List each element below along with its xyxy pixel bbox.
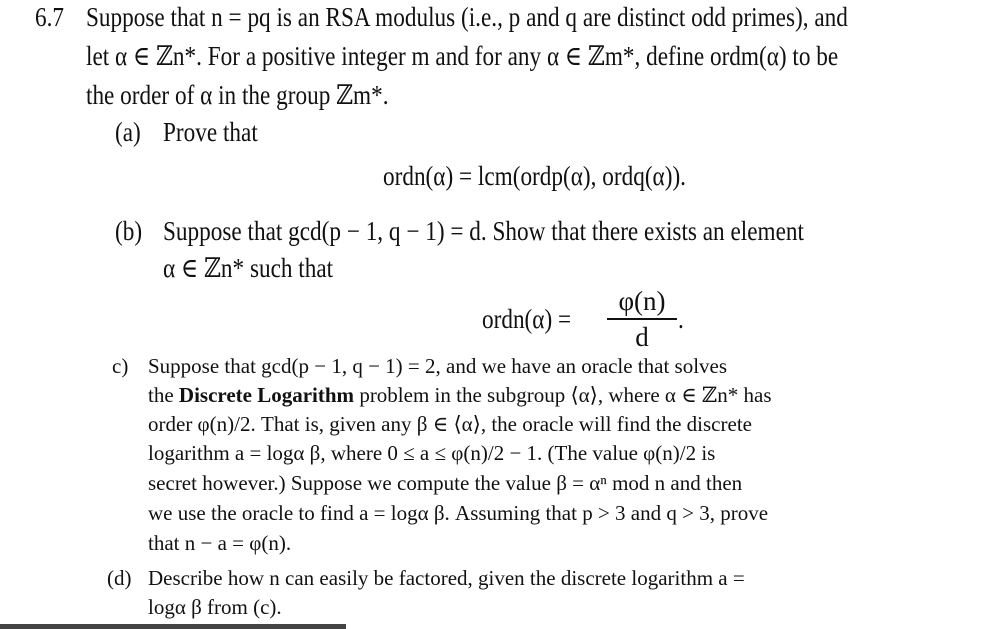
part-c-line-4: logarithm a = logα β, where 0 ≤ a ≤ φ(n)/2 − 1. (The value φ(n)/2 is — [148, 441, 716, 465]
fraction-denominator: d — [635, 322, 649, 352]
part-c-line-7: that n − a = φ(n). — [148, 531, 292, 555]
part-d-line-2: logα β from (c). — [148, 595, 282, 619]
part-c-line-2 — [148, 385, 772, 406]
fraction-bar — [607, 318, 677, 320]
part-c-line-6: we use the oracle to find a = logα β. Assuming that p > 3 and q > 3, prove — [148, 501, 769, 525]
part-c-label: c) — [112, 354, 129, 378]
discrete-logarithm-term: Discrete Logarithm — [178, 383, 355, 407]
part-c-line-1: Suppose that gcd(p − 1, q − 1) = 2, and we have an oracle that solves — [148, 354, 728, 378]
part-c-line-3: order φ(n)/2. That is, given any β ∈ ⟨α⟩, the oracle will find the discrete — [148, 412, 752, 436]
part-a-text: Prove that — [163, 117, 258, 147]
part-b-equation-lhs: ordn(α) = — [482, 304, 572, 334]
part-b-fraction — [607, 288, 677, 351]
intro-line-1: Suppose that n = pq is an RSA modulus (i.e., p and q are distinct odd primes), and — [86, 2, 848, 32]
part-d-label: (d) — [107, 566, 132, 590]
part-c-line-2-end: problem in the subgroup ⟨α⟩, where α ∈ ℤn* has — [354, 383, 772, 407]
part-b-line-1: Suppose that gcd(p − 1, q − 1) = d. Show that there exists an element — [163, 216, 804, 246]
part-c-line-5: secret however.) Suppose we compute the value β = αⁿ mod n and then — [148, 471, 743, 495]
part-b-equation-end: . — [678, 304, 684, 334]
bottom-rule — [0, 624, 346, 629]
part-b-label: (b) — [115, 216, 143, 246]
part-b-line-2: α ∈ ℤn* such that — [163, 253, 334, 283]
part-a-equation: ordn(α) = lcm(ordp(α), ordq(α)). — [383, 161, 686, 191]
intro-line-2: let α ∈ ℤn*. For a positive integer m and for any α ∈ ℤm*, define ordm(α) to be — [86, 41, 839, 71]
part-a-label: (a) — [115, 117, 141, 147]
problem-number: 6.7 — [35, 2, 65, 32]
part-c-line-2-start: the — [148, 383, 179, 407]
intro-line-3: the order of α in the group ℤm*. — [86, 80, 389, 110]
fraction-numerator: φ(n) — [618, 286, 666, 316]
part-d-line-1: Describe how n can easily be factored, given the discrete logarithm a = — [148, 566, 745, 590]
